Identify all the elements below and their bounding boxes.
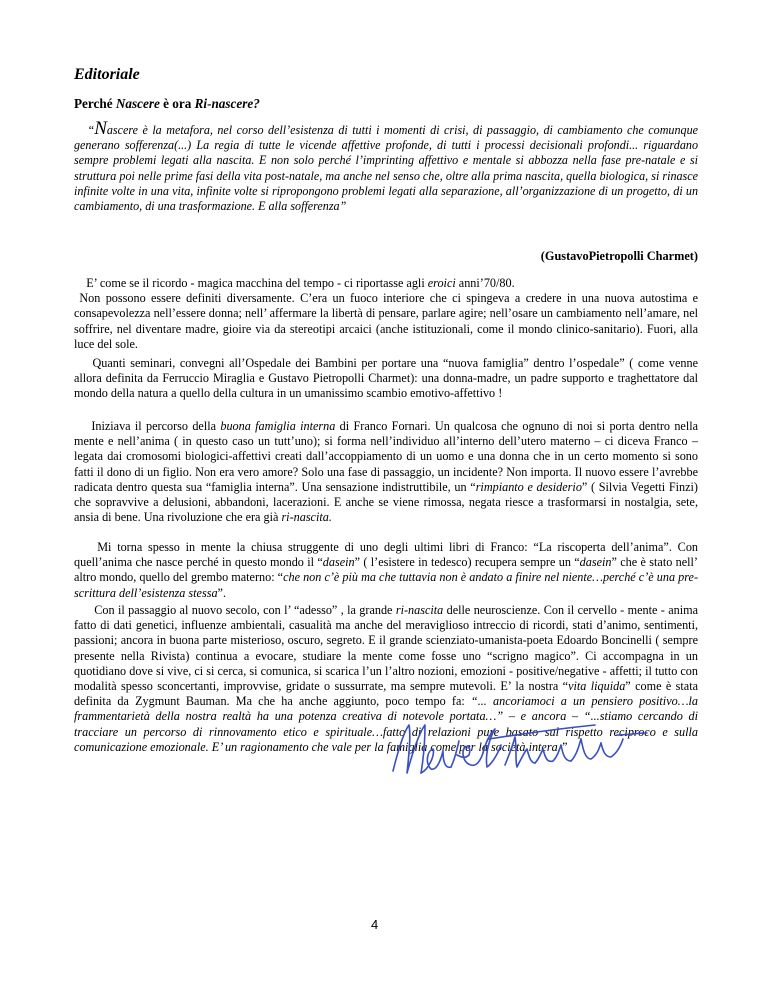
- editorial-subtitle: [74, 96, 260, 112]
- paragraph-3: [74, 419, 698, 525]
- text: ” come è stata definita da Zygmunt Bauman. Ma che ha anche aggiunto, poco tempo fa:: [74, 679, 699, 709]
- handwritten-signature: [385, 715, 685, 785]
- italic-text: ri-nascita: [395, 603, 444, 617]
- italic-text: eroici: [427, 276, 456, 290]
- subtitle-part: Perché: [74, 96, 116, 111]
- subtitle-part: è ora: [159, 96, 195, 111]
- italic-text: “... ancoriamoci a un pensiero positivo…la frammentarietà della nostra realtà ha una potenza creativa di notevole portata…” – e ancora – “...stiamo cercando di tracciare un percorso di rinnovamento etico e spirituale…fatto di relazioni pure basato sul rispetto reciproco e sulla comunicazione emozionale. E’ un ragionamento che vale per la famiglia come per la società intera.”: [74, 694, 699, 754]
- italic-text: buona famiglia interna: [220, 419, 336, 433]
- italic-text: dasein: [322, 555, 355, 570]
- italic-text: rimpianto e desiderio: [475, 479, 582, 494]
- subtitle-italic: Nascere: [115, 96, 160, 111]
- italic-text: vita liquida: [568, 679, 626, 694]
- text: anni’70/80.: [455, 276, 515, 290]
- text: di Franco Fornari. Un qualcosa che ognuno di noi si porta dentro nella mente e nell’anima ( in questo caso un tutt’uno); si forma nell’individuo all’interno dell’utero materno – ci diceva Franco – legata dai cromosomi biologici-affettivi creati dall’accoppiamento di un uomo e una donna che in un certo momento si sono fatti il dono di un figlio. Non era vero amore? Solo una fase di passaggio, un incidente? Non importa. Il nuovo essere l’avrebbe radicata dentro questa sua “famiglia interna”. Una sensazione indistruttibile, un “: [74, 419, 698, 494]
- subtitle-italic: Ri-nascere?: [194, 96, 260, 111]
- text: Con il passaggio al nuovo secolo, con l’ “adesso” , la grande: [94, 603, 396, 617]
- text: ” ( l’esistere in tedesco) recupera sempre un “: [354, 555, 580, 570]
- quote-dropcap: N: [94, 118, 107, 139]
- text: delle neuroscienze. Con il cervello - mente - anima fatto di dati genetici, influenze ambientali, casualità ma anche del meraviglioso intreccio di ricordi, stati d’animo, sentimenti, passioni; ancora in buona parte misterioso, oscuro, segreto. E il grande scienziato-umanista-poeta Edoardo Boncinelli ( sempre presente nella Rivista) continua a evocare, studiare la mente come fosse uno “scrigno magico”. Ci accompagna in un quotidiano dove si vive, ci si cerca, si comunica, si scarica l’un l’altro nozioni, emozioni - positive/negative - affetti; il tutto con modalità spesso sconcertanti, improvvise, gridate o sussurrate, ma sempre mutevoli. E’ la nostra “: [74, 603, 698, 694]
- quote-citation: (GustavoPietropolli Charmet): [540, 249, 698, 263]
- text: Iniziava il percorso della: [91, 419, 221, 433]
- text: ”.: [217, 585, 227, 600]
- text: ” ( Silvia Vegetti Finzi) che sopravvive a delusioni, abbandoni, lacerazioni. E anche se viene rimossa, negata riesce a trasformarsi in nostalgia, sete, ansia di bene. Una rivoluzione che era già: [74, 479, 698, 525]
- text: Mi torna spesso in mente la chiusa struggente di uno degli ultimi libri di Franco: “La riscoperta dell’anima”. Con quell’anima che nasce perché in questo mondo il “: [74, 540, 699, 570]
- text: Quanti seminari, convegni all’Ospedale dei Bambini per portare una “nuova famiglia” dentro l’ospedale” ( come venne allora definita da Ferruccio Miraglia e Gustavo Pietropolli Charmet): una donna-madre, un padre supporto e traghettatore dal mondo della natura a quello della cultura in un umanissimo scambio emotivo-affettivo !: [74, 356, 698, 401]
- italic-text: che non c’è più ma che tuttavia non è andato a finire nel niente…perché c’è una pre-scrittura dell’esistenza stessa: [74, 570, 698, 600]
- paragraph-1: [74, 276, 698, 352]
- quote-open-mark: “: [87, 123, 95, 137]
- text: ” che è stato nell’ altro mondo, quello del grembo materno: “: [74, 555, 698, 585]
- opening-quote: [74, 118, 698, 214]
- quote-body: ascere è la metafora, nel corso dell’esistenza di tutti i momenti di crisi, di passaggio, di cambiamento che comunque generano sofferenza(...) La regia di tutte le vicende affettive profonde, di tutti i processi decisionali profondi... riguardano sempre problemi legati alla nascita. E non solo perché l’imprinting affettivo e mentale si abbozza nella fase pre-natale e si struttura poi nelle prime fasi della vita post-natale, ma anche nel senso che, oltre alla prima nascita, quella biologica, si rinasce infinite volte in una vita, infinite volte si ripropongono problemi legati alla separazione, all’organizzazione di un progetto, di un cambiamento, di una trasformazione. E alla sofferenza”: [74, 123, 698, 214]
- text: Non possono essere definiti diversamente. C’era un fuoco interiore che ci spingeva a credere in una nuova autostima e consapevolezza nell’essere donna; nell’ affermare la libertà di pensare, parlare agire; nell’osare un cambiamento nell’amare, nel soffrire, nel diventare madre, gioire via da stereotipi arcaici (anche istituzionali, come il mondo clinico-sanitario). Fuori, alla luce del sole.: [74, 291, 698, 351]
- paragraph-4: [74, 540, 698, 601]
- text: E’ come se il ricordo - magica macchina del tempo - ci riportasse agli: [86, 276, 428, 290]
- italic-text: dasein: [579, 555, 612, 570]
- page-number: 4: [371, 917, 379, 932]
- page-title: Editoriale: [74, 66, 140, 83]
- paragraph-2: [74, 356, 698, 402]
- italic-text: ri-nascita.: [281, 510, 332, 525]
